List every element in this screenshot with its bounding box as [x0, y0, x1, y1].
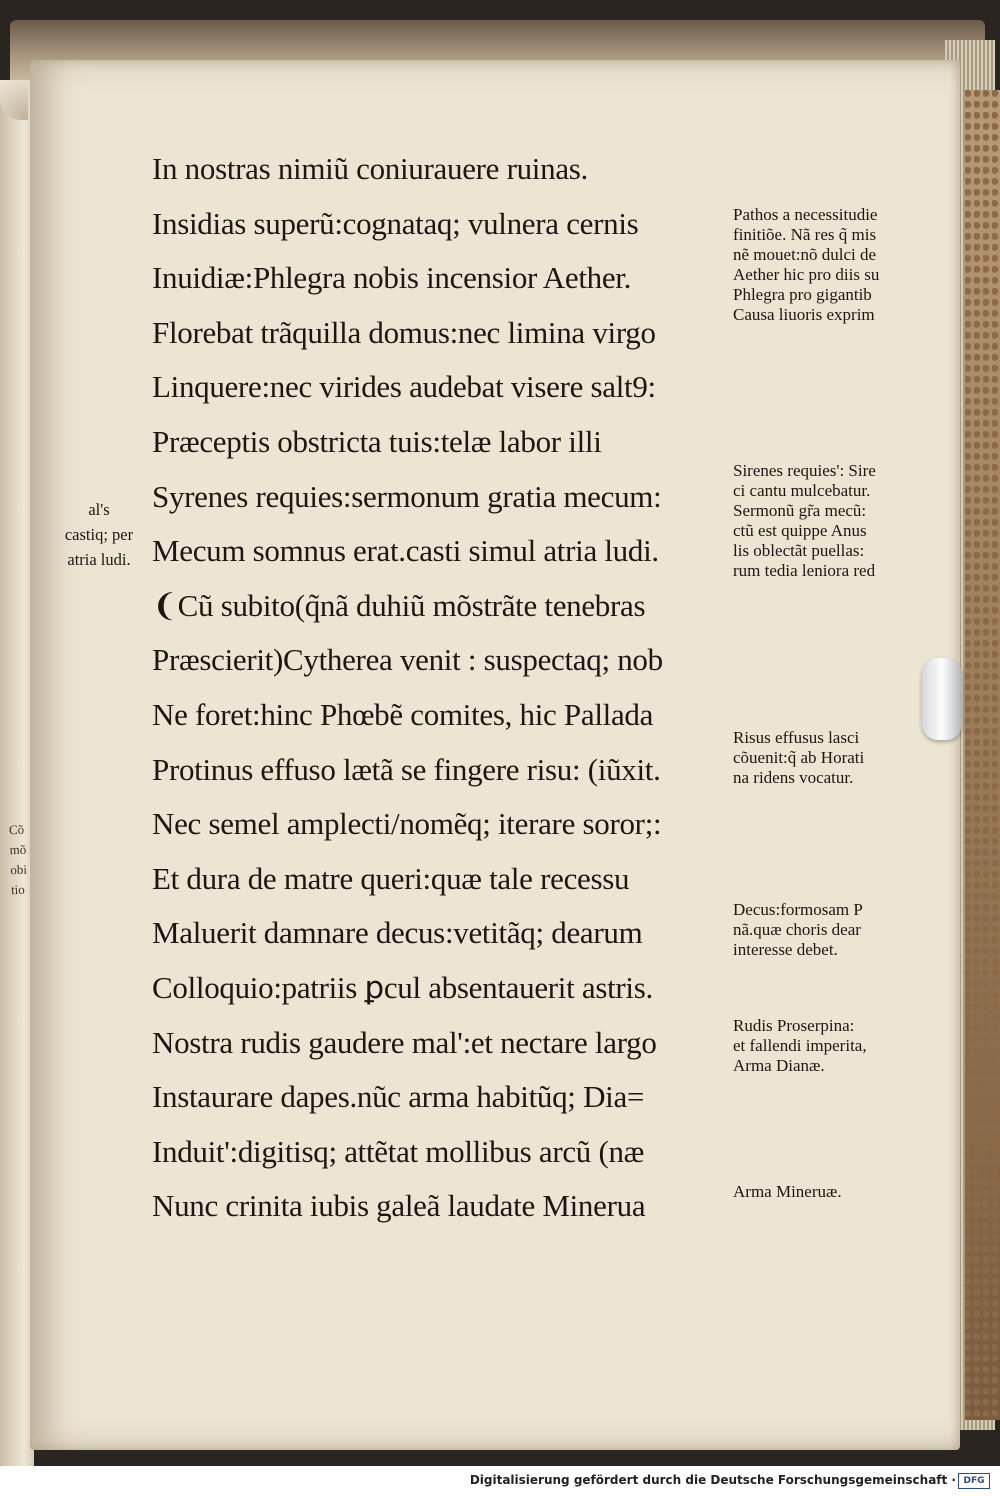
gloss-line: Arma Dianæ.	[733, 1056, 825, 1075]
gloss-line: et fallendi imperita,	[733, 1036, 867, 1055]
gloss-line: nẽ mouet:nõ dulci de	[733, 245, 877, 264]
gloss-line: rum tedia leniora red	[733, 561, 876, 580]
text-line: ❨Cũ subito(q̃nã duhiũ mõstrãte tenebras	[152, 587, 646, 623]
gloss-line: cõuenit:q̃ ab Horati	[733, 748, 865, 767]
text-line: Nunc crinita iubis galeã laudate Minerua	[152, 1188, 646, 1224]
gloss-line: Rudis Proserpina:	[733, 1016, 855, 1035]
text-line: Maluerit damnare decus:vetitãq; dearum	[152, 915, 643, 951]
gloss-line: lis oblectãt puellas:	[733, 541, 865, 560]
left-page-fragment	[9, 820, 28, 901]
text-line: Nostra rudis gaudere mal':et nectare largo	[152, 1024, 657, 1060]
text-line: In nostras nimiũ coniurauere ruinas.	[152, 151, 588, 186]
main-text-block	[152, 142, 737, 1234]
left-page-edge	[0, 80, 34, 1466]
gloss-line: nã.quæ choris dear	[733, 920, 861, 939]
digitization-credit: Digitalisierung gefördert durch die Deutsche Forschungsgemeinschaft ·	[469, 1473, 956, 1487]
left-fragment-line: Cõ	[8, 821, 25, 838]
text-line: Et dura de matre queri:quæ tale recessu	[152, 860, 630, 896]
gloss-line: Sermonũ gr̃a mecũ:	[733, 501, 867, 520]
gloss-risus	[733, 728, 958, 788]
text-line: Syrenes requies:sermonum gratia mecum:	[152, 478, 662, 514]
left-fragment-line: tio	[10, 881, 26, 898]
gloss-line: ctũ est quippe Anus	[733, 521, 867, 540]
footer-bar	[0, 1466, 1000, 1496]
marbled-cover	[965, 90, 1000, 1420]
text-line: Florebat trãquilla domus:nec limina virgo	[152, 314, 656, 350]
margin-note-line: al's	[88, 500, 110, 519]
gloss-line: Sirenes requies': Sire	[733, 461, 876, 480]
gloss-line: interesse debet.	[733, 940, 838, 959]
gloss-line: Causa liuoris exprim	[733, 305, 875, 324]
gloss-line: Pathos a necessitudie	[733, 205, 878, 224]
text-line: Præceptis obstricta tuis:telæ labor illi	[152, 423, 602, 459]
gloss-line: na ridens vocatur.	[733, 768, 854, 787]
gloss-line: Decus:formosam P	[733, 900, 863, 919]
gloss-line: Risus effusus lasci	[733, 728, 860, 747]
gloss-line: Arma Mineruæ.	[733, 1182, 842, 1201]
gloss-decus	[733, 900, 958, 960]
text-line: Instaurare dapes.nũc arma habitũq; Dia=	[152, 1079, 645, 1115]
text-line: Colloquio:patriis ꝑcul absentauerit astris.	[152, 969, 653, 1005]
left-margin-note	[43, 497, 155, 572]
gloss-pathos	[733, 205, 958, 325]
gloss-sirenes	[733, 461, 958, 581]
gloss-arma-minervae	[733, 1182, 958, 1202]
page-clip	[922, 658, 962, 740]
gloss-line: ci cantu mulcebatur.	[733, 481, 871, 500]
text-line: Protinus effuso lætã se fingere risu: (iũxit.	[152, 751, 661, 787]
text-line: Linquere:nec virides audebat visere salt9:	[152, 369, 656, 405]
text-line: Insidias superũ:cognataq; vulnera cernis	[152, 205, 639, 241]
text-line: Mecum somnus erat.casti simul atria ludi.	[152, 533, 659, 569]
margin-note-line: castiq; per	[64, 525, 134, 544]
text-line: Ne foret:hinc Phœbẽ comites, hic Pallada	[152, 696, 654, 732]
text-line: Inuidiæ:Phlegra nobis incensior Aether.	[152, 260, 632, 296]
margin-note-line: atria ludi.	[67, 550, 131, 569]
left-fragment-line: obi	[10, 861, 28, 878]
gloss-rudis	[733, 1016, 958, 1076]
dfg-logo: DFG	[958, 1473, 990, 1489]
left-fragment-line: mõ	[9, 841, 27, 858]
gloss-line: Aether hic pro diis su	[733, 265, 880, 284]
gloss-line: finitiõe. Nã res q̃ mis	[733, 225, 877, 244]
text-line: Præscierit)Cytherea venit : suspectaq; nob	[152, 642, 663, 678]
text-line: Nec semel amplecti/nomẽq; iterare soror;:	[152, 806, 662, 842]
gloss-line: Phlegra pro gigantib	[733, 285, 872, 304]
text-line: Induit':digitisq; attẽtat mollibus arcũ (næ	[152, 1133, 645, 1169]
